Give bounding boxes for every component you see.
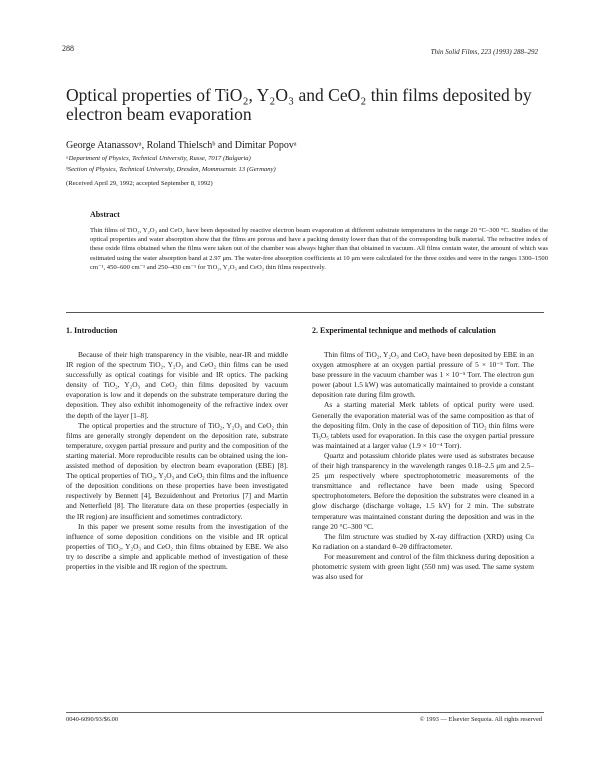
paper-title: Optical properties of TiO₂, Y₂O₃ and CeO₂ thin films deposited by electron beam evaporation (66, 85, 532, 124)
section-2-body (312, 350, 534, 582)
authors: George Atanassovᵃ, Roland Thielschᵇ and Dimitar Popovᵃ (66, 140, 297, 151)
paragraph: The film structure was studied by X-ray diffraction (XRD) using Cu Kα radiation on a standard θ–2θ diffractometer. (312, 531, 534, 551)
paragraph: As a starting material Merk tablets of optical purity were used. Generally the evaporation material was of the same composition as that of the depositing film. Only in the case of deposition of TiO₂ thin films were Ti₃O₅ tablets used for evaporation. In this case the oxygen partial pressure was maintained at a larger value (1.9 × 10⁻⁴ Torr). (312, 400, 534, 450)
paragraph: Quartz and potassium chloride plates were used as substrates because of their high transparency in the wavelength ranges 0.18–2.5 μm and 2.5–25 μm respectively where spectrophotometric measurements of the transmittance and reflectance have been made using Specord spectrophotometers. Before the deposition the substrates were cleaned in a glow discharge (discharge voltage, 1.5 kV) for 2 min. The substrate temperature was maintained constant during the deposition and was in the range 20 °C–300 °C. (312, 450, 534, 531)
footer-issn: 0040-6090/93/$6.00 (66, 716, 119, 723)
paragraph: Because of their high transparency in the visible, near-IR and middle IR region of the spectrum TiO₂, Y₂O₃ and CeO₂ thin films can be used successfully as optical coatings for visible and IR optics. The packing density of TiO₂, Y₂O₃ and CeO₂ thin films deposited by vacuum evaporation is low and it depends on the substrate temperature during the deposition. They also exhibit inhomogeneity of the refractive index over the depth of the layer [1–8]. (66, 350, 288, 420)
paragraph: Thin films of TiO₂, Y₂O₃ and CeO₂ have been deposited by EBE in an oxygen atmosphere at an oxygen partial pressure of 5 × 10⁻⁵ Torr. The base pressure in the vacuum chamber was 1 × 10⁻⁵ Torr. The electron gun power (about 1.5 kW) was automatically maintained to provide a constant deposition rate during film growth. (312, 350, 534, 400)
abstract-heading: Abstract (90, 210, 120, 219)
footer-divider (66, 712, 544, 713)
page-number: 288 (62, 44, 74, 53)
paragraph: In this paper we present some results from the investigation of the influence of some deposition conditions on the visible and IR optical properties of TiO₂, Y₂O₃ and CeO₂ thin films obtained by EBE. We also try to describe a simple and applicable method of investigation of these properties in the visible and IR region of the spectrum. (66, 521, 288, 571)
affiliation-2: ᵇSection of Physics, Technical University, Dresden, Mommsenstr. 13 (Germany) (66, 166, 276, 173)
divider (66, 312, 544, 313)
section-2-heading: 2. Experimental technique and methods of calculation (312, 326, 496, 335)
affiliation-1: ᵃDepartment of Physics, Technical University, Russe, 7017 (Bulgaria) (66, 155, 251, 162)
abstract-text: Thin films of TiO₂, Y₂O₃ and CeO₂ have been deposited by reactive electron beam evaporation at different substrate temperatures in the range 20 °C–300 °C. Studies of the optical properties and water absorption show that the films are porous and have a packing density lower than that of the corresponding bulk material. The refractive index of these oxide films obtained when the films were taken out of the chamber was always higher than that obtained in vacuum. All films contain water, the amount of which was estimated using the water absorption band at 2.97 μm. The water-free absorption coefficients at 10 μm were calculated for the three oxides and were in the ranges 1300–1500 cm⁻¹, 450–600 cm⁻¹ and 250–430 cm⁻¹ for TiO₂, Y₂O₃ and CeO₂ thin films respectively. (90, 227, 548, 271)
paragraph: For measurement and control of the film thickness during deposition a photometric system with green light (550 nm) was used. The same system was also used for (312, 551, 534, 582)
journal-reference: Thin Solid Films, 223 (1993) 288–292 (430, 48, 538, 56)
paragraph: The optical properties and the structure of TiO₂, Y₂O₃ and CeO₂ thin films are generally strongly dependent on the deposition rate, substrate temperature, oxygen partial pressure and purity and the composition of the starting material. More reproducible results can be obtained using the ion-assisted method of deposition by electron beam evaporation (EBE) [8]. The optical properties of TiO₂, Y₂O₃ and CeO₂ thin films and the influence of the deposition conditions on these properties have been investigated respectively by Bennett [4], Bezuidenhout and Pretorius [7] and Martin and Netterfield [8]. The literature data on these properties (especially in the IR region) are insufficient and sometimes contradictory. (66, 420, 288, 521)
received-dates: (Received April 29, 1992; accepted September 8, 1992) (66, 180, 213, 187)
footer-copyright: © 1993 — Elsevier Sequoia. All rights reserved (419, 716, 542, 723)
section-1-heading: 1. Introduction (66, 326, 118, 335)
section-1-body (66, 350, 288, 572)
